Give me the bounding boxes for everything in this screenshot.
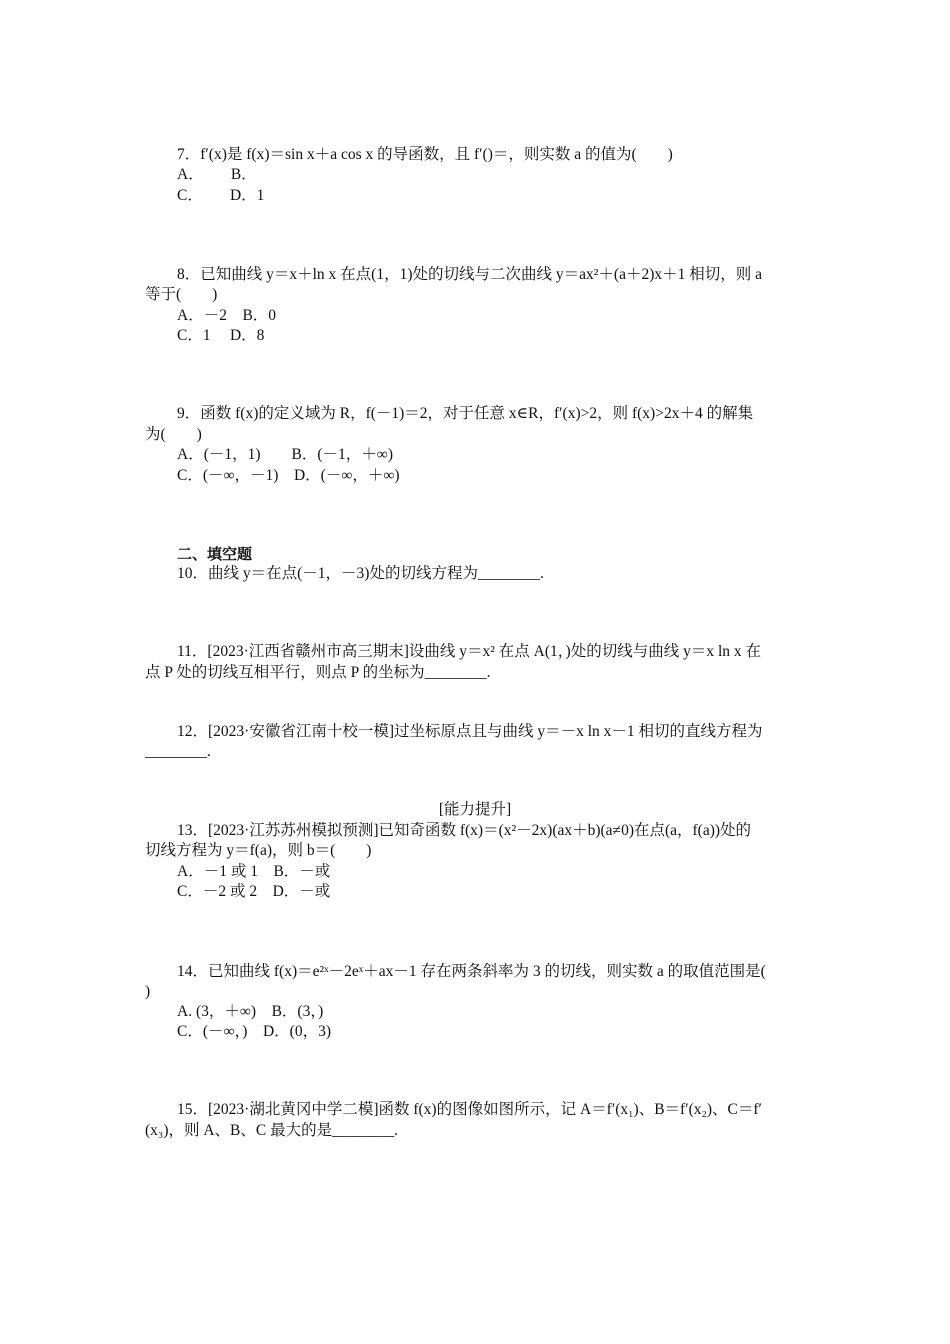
question-14-stem-line1: 14．已知曲线 f(x)＝e²ˣ－2eˣ＋ax－1 存在两条斜率为 3 的切线，则实数 a 的取值范围是( <box>177 963 766 980</box>
question-14-stem-line2: ) <box>145 983 151 1000</box>
question-11-stem-line1: 11．[2023·江西省赣州市高三期末]设曲线 y＝x² 在点 A(1，)处的切线与曲线 y＝x ln x 在 <box>177 643 762 660</box>
question-15-stem-line2: (x₃)，则 A、B、C 最大的是________. <box>145 1122 398 1139</box>
question-7-stem: 7．f′(x)是 f(x)＝sin x＋a cos x 的导函数，且 f′()＝，则实数 a 的值为( ) <box>177 146 673 163</box>
question-13-stem-line2: 切线方程为 y＝f(a)，则 b＝( ) <box>145 842 372 859</box>
question-13-stem-line1: 13．[2023·江苏苏州模拟预测]已知奇函数 f(x)＝(x²－2x)(ax＋b)(a≠0)在点(a，f(a))处的 <box>177 822 752 839</box>
question-7-options-cd: C． D．1 <box>177 187 265 204</box>
question-11-stem-line2: 点 P 处的切线互相平行，则点 P 的坐标为________. <box>145 664 491 681</box>
question-9-options-cd: C．(－∞，－1) D．(－∞，＋∞) <box>177 467 400 484</box>
question-14-options-cd: C．(－∞，) D．(0，3) <box>177 1023 331 1040</box>
question-12-stem-line1: 12．[2023·安徽省江南十校一模]过坐标原点且与曲线 y＝－x ln x－1 相切的直线方程为 <box>177 723 763 740</box>
question-15-stem-line1: 15．[2023·湖北黄冈中学二模]函数 f(x)的图像如图所示，记 A＝f′(x₁)、B＝f′(x₂)、C＝f′ <box>177 1101 762 1118</box>
question-13-options-cd: C．－2 或 2 D．－或 <box>177 883 331 900</box>
question-9-options-ab: A．(－1，1) B．(－1，＋∞) <box>177 446 393 463</box>
question-7-options-ab: A． B． <box>177 166 257 183</box>
question-8-options-ab: A．－2 B．0 <box>177 307 277 324</box>
question-14-options-ab: A. (3，＋∞) B．(3，) <box>177 1003 324 1020</box>
question-9-stem-line1: 9．函数 f(x)的定义域为 R，f(－1)＝2，对于任意 x∈R，f′(x)>2，则 f(x)>2x＋4 的解集 <box>177 405 754 422</box>
question-10-stem: 10．曲线 y＝在点(－1，－3)处的切线方程为________. <box>177 565 544 582</box>
question-8-stem-line2: 等于( ) <box>145 286 218 303</box>
question-13-options-ab: A．－1 或 1 B．－或 <box>177 863 331 880</box>
question-8-stem-line1: 8．已知曲线 y＝x＋ln x 在点(1，1)处的切线与二次曲线 y＝ax²＋(a＋2)x＋1 相切，则 a <box>177 266 762 283</box>
question-9-stem-line2: 为( ) <box>145 426 202 443</box>
question-8-options-cd: C．1 D．8 <box>177 327 265 344</box>
question-12-stem-line2: ________. <box>145 743 211 760</box>
section-heading-fill-in: 二、填空题 <box>177 545 253 563</box>
section-heading-ability: [能力提升] <box>438 801 512 818</box>
